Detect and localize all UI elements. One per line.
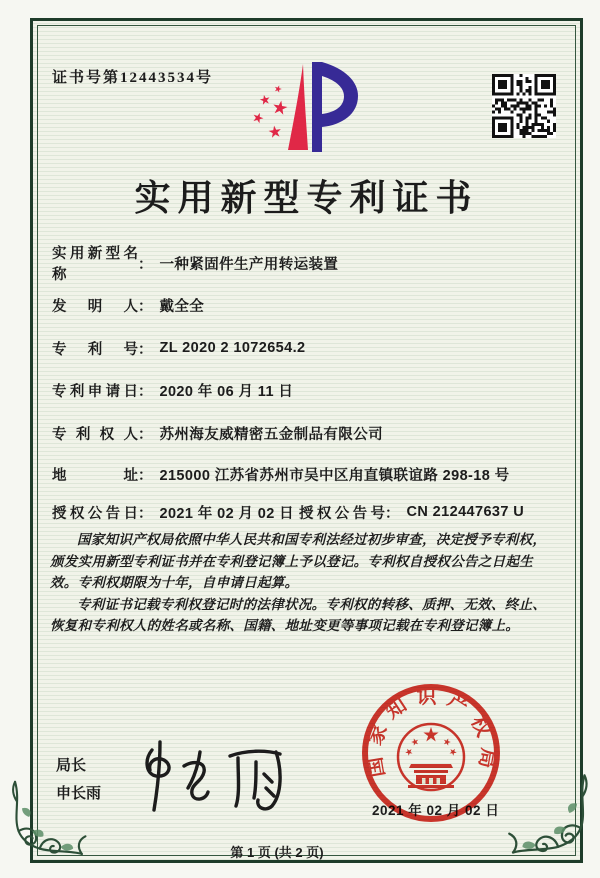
legal-paragraph: 国家知识产权局依照中华人民共和国专利法经过初步审查，决定授予专利权，颁发实用新型专利证书并在专利登记簿上予以登记。专利权自授权公告之日起生效。专利权期限为十年，自申请日起算。 bbox=[50, 532, 547, 591]
director-signature-icon bbox=[118, 736, 318, 816]
certificate-number: 证书号第12443534号 bbox=[52, 70, 214, 86]
colon: ： bbox=[138, 256, 153, 273]
field-value: 一种紧固件生产用转运装置 bbox=[159, 256, 339, 273]
seal-ring-text: 国家知识产权局 bbox=[362, 685, 500, 779]
signatory-name: 申长雨 bbox=[56, 785, 102, 802]
field-row-address bbox=[52, 461, 562, 487]
certificate-title: 实用新型专利证书 bbox=[134, 178, 479, 218]
field-label: 专利申请日 bbox=[52, 383, 138, 400]
colon: ： bbox=[385, 505, 400, 522]
signatory-block bbox=[56, 752, 101, 808]
field-row-invention-name bbox=[52, 246, 562, 283]
legal-text-block bbox=[50, 530, 556, 638]
qr-code bbox=[492, 74, 556, 138]
field-label: 授权公告日 bbox=[52, 505, 138, 522]
colon: ： bbox=[138, 426, 153, 443]
colon: ： bbox=[138, 341, 153, 358]
field-value: 2021 年 02 月 02 日 bbox=[159, 505, 295, 522]
field-row-filing-date bbox=[52, 377, 562, 403]
grant-date-group bbox=[52, 502, 299, 523]
field-row-patentee bbox=[52, 420, 562, 446]
field-value: 215000 江苏省苏州市吴中区甪直镇联谊路 298-18 号 bbox=[159, 467, 510, 484]
field-value: 2020 年 06 月 11 日 bbox=[159, 383, 294, 400]
colon: ： bbox=[138, 383, 153, 400]
seal-date: 2021 年 02 月 02 日 bbox=[372, 803, 500, 818]
cnipa-logo-icon bbox=[246, 62, 361, 154]
qr-code-canvas bbox=[492, 74, 556, 138]
signatory-title: 局长 bbox=[56, 757, 87, 774]
field-row-inventor bbox=[52, 292, 562, 318]
field-value: ZL 2020 2 1072654.2 bbox=[159, 340, 306, 356]
colon: ： bbox=[138, 505, 153, 522]
field-value: 戴全全 bbox=[159, 298, 205, 315]
cnipa-seal-icon bbox=[356, 678, 506, 828]
field-label: 地址 bbox=[52, 467, 138, 484]
field-label: 发明人 bbox=[52, 298, 138, 315]
field-row-patent-number bbox=[52, 335, 562, 361]
legal-paragraph: 专利证书记载专利权登记时的法律状况。专利权的转移、质押、无效、终止、恢复和专利权人的姓名或名称、国籍、地址变更等事项记载在专利登记簿上。 bbox=[50, 596, 547, 634]
field-label: 授权公告号 bbox=[299, 505, 385, 522]
grant-number-group bbox=[299, 502, 524, 523]
field-value: CN 212447637 U bbox=[406, 504, 525, 520]
field-label: 专利权人 bbox=[52, 426, 138, 443]
field-value: 苏州海友威精密五金制品有限公司 bbox=[159, 426, 383, 443]
field-label: 专利号 bbox=[52, 341, 138, 358]
field-label: 实用新型名称 bbox=[52, 246, 138, 283]
page-number: 第 1 页 (共 2 页) bbox=[230, 845, 324, 860]
colon: ： bbox=[138, 298, 153, 315]
field-row-grant bbox=[52, 499, 562, 525]
colon: ： bbox=[138, 467, 153, 484]
